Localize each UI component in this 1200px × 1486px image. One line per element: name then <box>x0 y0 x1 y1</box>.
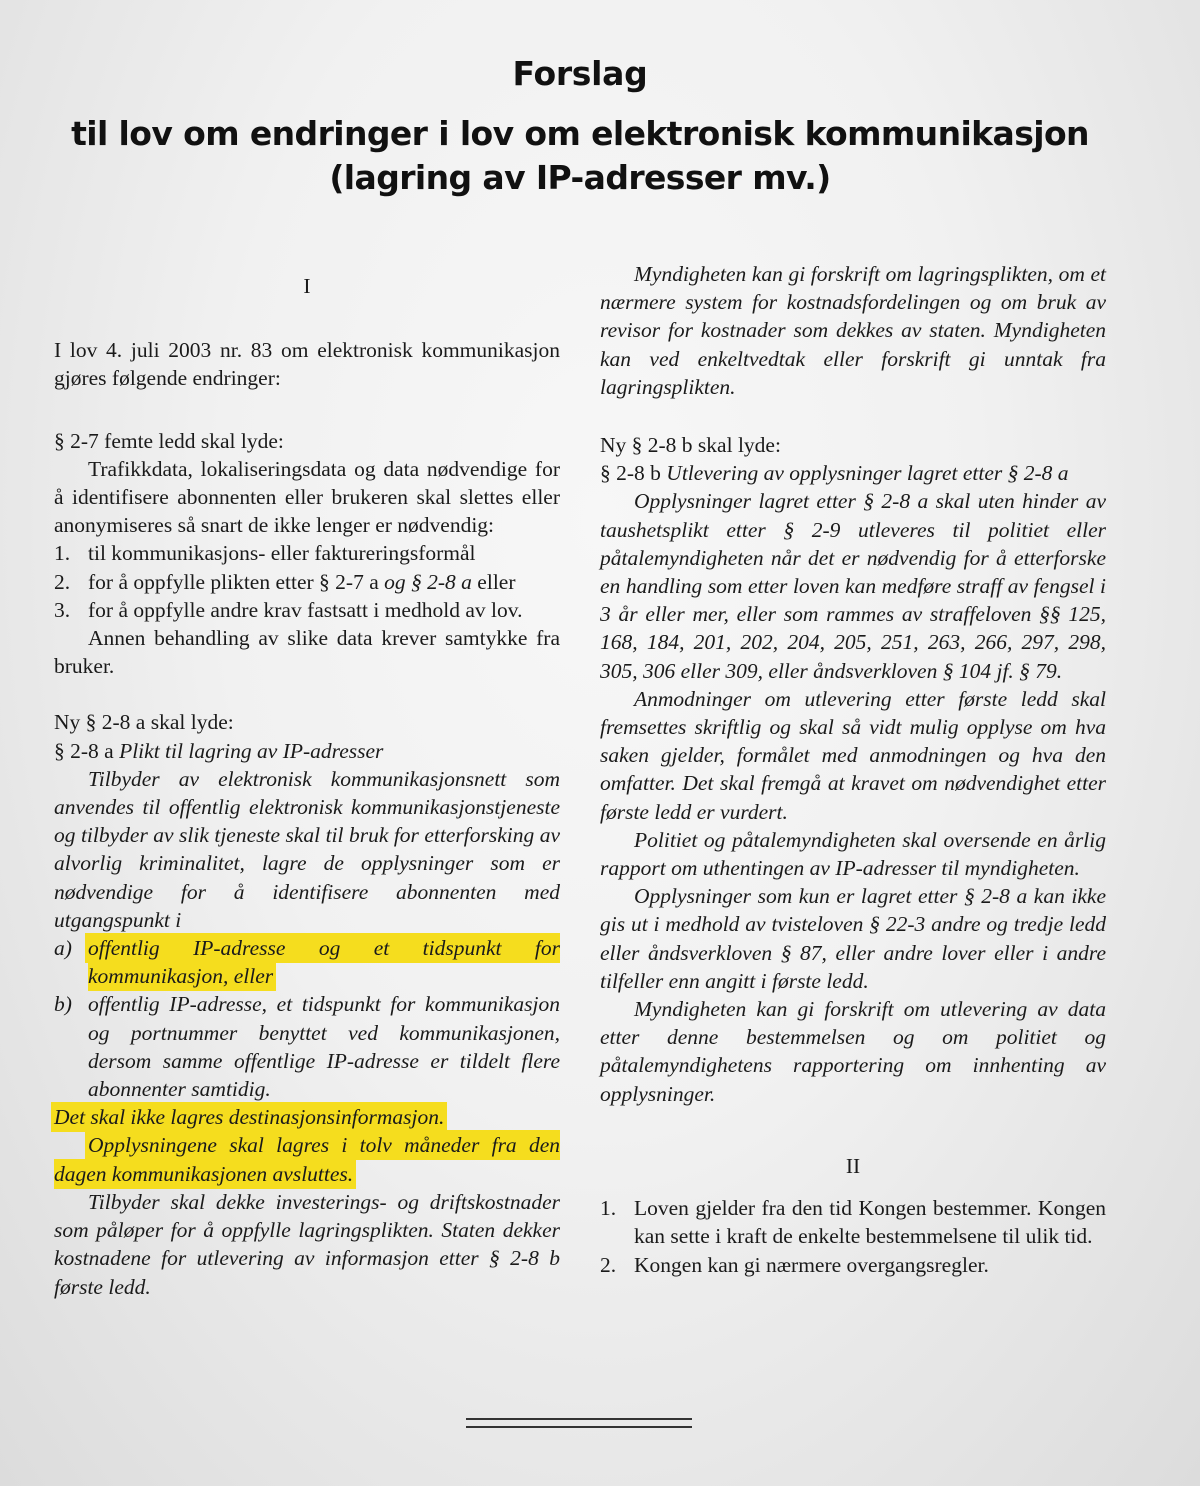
divider <box>466 1418 692 1420</box>
list-item: 1. Loven gjelder fra den tid Kongen bestemmer. Kongen kan sette i kraft de enkelte bestemmelsene til ulik tid. <box>600 1196 1106 1249</box>
section-numeral: I <box>303 274 311 298</box>
body-paragraph: Trafikkdata, lokaliseringsdata og data nødvendige for å identifisere abonnenten eller brukeren skal slettes eller anonymiseres så snart de ikke lenger er nødvendig: <box>54 456 560 538</box>
section-title: § 2-8 a Plikt til lagring av IP-adresser <box>54 738 384 763</box>
body-paragraph: Myndigheten kan gi forskrift om lagringsplikten, om et nærmere system for kostnadsfordelingen og om bruk av revisor for kostnader som dekkes av staten. Myndigheten kan ved enkeltvedtak eller forskrift gi unntak fra lagringsplikten. <box>600 262 1106 399</box>
body-paragraph: Tilbyder skal dekke investerings- og driftskostnader som påløper for å oppfylle lagringsplikten. Staten dekker kostnadene for utlevering av informasjon etter § 2-8 b første ledd. <box>54 1189 560 1299</box>
body-paragraph: Opplysninger som kun er lagret etter § 2-8 a kan ikke gis ut i medhold av tvisteloven § 22-3 andre og tredje ledd eller åndsverkloven § 87, eller andre lover eller i andre tilfeller enn angitt i første ledd. <box>600 884 1106 993</box>
list-item: 2. for å oppfylle plikten etter § 2-7 a og § 2-8 a eller <box>54 569 516 594</box>
section-heading: § 2-7 femte ledd skal lyde: <box>54 428 284 453</box>
highlighted-text: offentlig IP-adresse og et tidspunkt for kommunikasjon, eller <box>88 936 560 989</box>
list-item: 3. for å oppfylle andre krav fastsatt i medhold av lov. <box>54 597 523 622</box>
document-title <box>0 52 1160 200</box>
list-item: a) offentlig IP-adresse og et tidspunkt for kommunikasjon, eller <box>54 936 560 989</box>
highlighted-text: Det skal ikke lagres destinasjonsinformasjon. <box>54 1105 445 1130</box>
body-paragraph: Politiet og påtalemyndigheten skal oversende en årlig rapport om uthentingen av IP-adresser til myndigheten. <box>600 827 1106 881</box>
list-item: b) offentlig IP-adresse, et tidspunkt for kommunikasjon og portnummer benyttet ved kommunikasjonen, dersom samme offentlige IP-adresse er tildelt flere abonnenter samtidig. <box>54 992 560 1102</box>
body-paragraph: Opplysninger lagret etter § 2-8 a skal uten hinder av taushetsplikt etter § 2-9 utleveres til politiet eller påtalemyndigheten når det er nødvendig for å etterforske en handling som etter loven kan medføre straff av fengsel i 3 år eller mer, eller som rammes av straffeloven §§ 125, 168, 184, 201, 202, 204, 205, 251, 263, 266, 297, 298, 305, 306 eller 309, eller åndsverkloven § 104 jf. § 79. <box>600 489 1106 683</box>
right-column <box>600 260 1106 1279</box>
section-numeral: II <box>845 1153 861 1178</box>
title-line-2: til lov om endringer i lov om elektronisk kommunikasjon <box>71 114 1089 153</box>
section-heading: Ny § 2-8 b skal lyde: <box>600 433 781 458</box>
body-paragraph: Annen behandling av slike data krever samtykke fra bruker. <box>54 626 560 679</box>
list-item: 1. til kommunikasjons- eller faktureringsformål <box>54 541 476 566</box>
highlighted-text: Opplysningene skal lagres i tolv måneder fra den dagen kommunikasjonen avsluttes. <box>54 1133 560 1186</box>
body-paragraph: Myndigheten kan gi forskrift om utlevering av data etter denne bestemmelsen og om politiet og påtalemyndighetens rapportering om innhenting av opplysninger. <box>600 997 1106 1106</box>
divider <box>466 1426 692 1428</box>
section-heading: Ny § 2-8 a skal lyde: <box>54 710 234 735</box>
body-paragraph: Tilbyder av elektronisk kommunikasjonsnett som anvendes til offentlig elektronisk kommunikasjonstjeneste og tilbyder av slik tjeneste skal til bruk for etterforsking av alvorlig kriminalitet, lagre de opplysninger som er nødvendige for å identifisere abonnenten med utgangspunkt i <box>54 766 560 932</box>
left-column <box>54 272 560 1301</box>
title-line-1: Forslag <box>512 54 648 93</box>
body-paragraph: Anmodninger om utlevering etter første ledd skal fremsettes skriftlig og skal så vidt mulig opplyse om hva saken gjelder, formålet med anmodningen og hva den omfatter. Det skal fremgå at kravet om nødvendighet etter første ledd er vurdert. <box>600 686 1106 824</box>
intro-paragraph: I lov 4. juli 2003 nr. 83 om elektronisk kommunikasjon gjøres følgende endringer: <box>54 338 560 391</box>
list-item: 2. Kongen kan gi nærmere overgangsregler. <box>600 1252 989 1277</box>
end-rule <box>466 1418 692 1434</box>
title-line-3: (lagring av IP-adresser mv.) <box>329 158 831 197</box>
section-title: § 2-8 b Utlevering av opplysninger lagret etter § 2-8 a <box>600 461 1069 486</box>
